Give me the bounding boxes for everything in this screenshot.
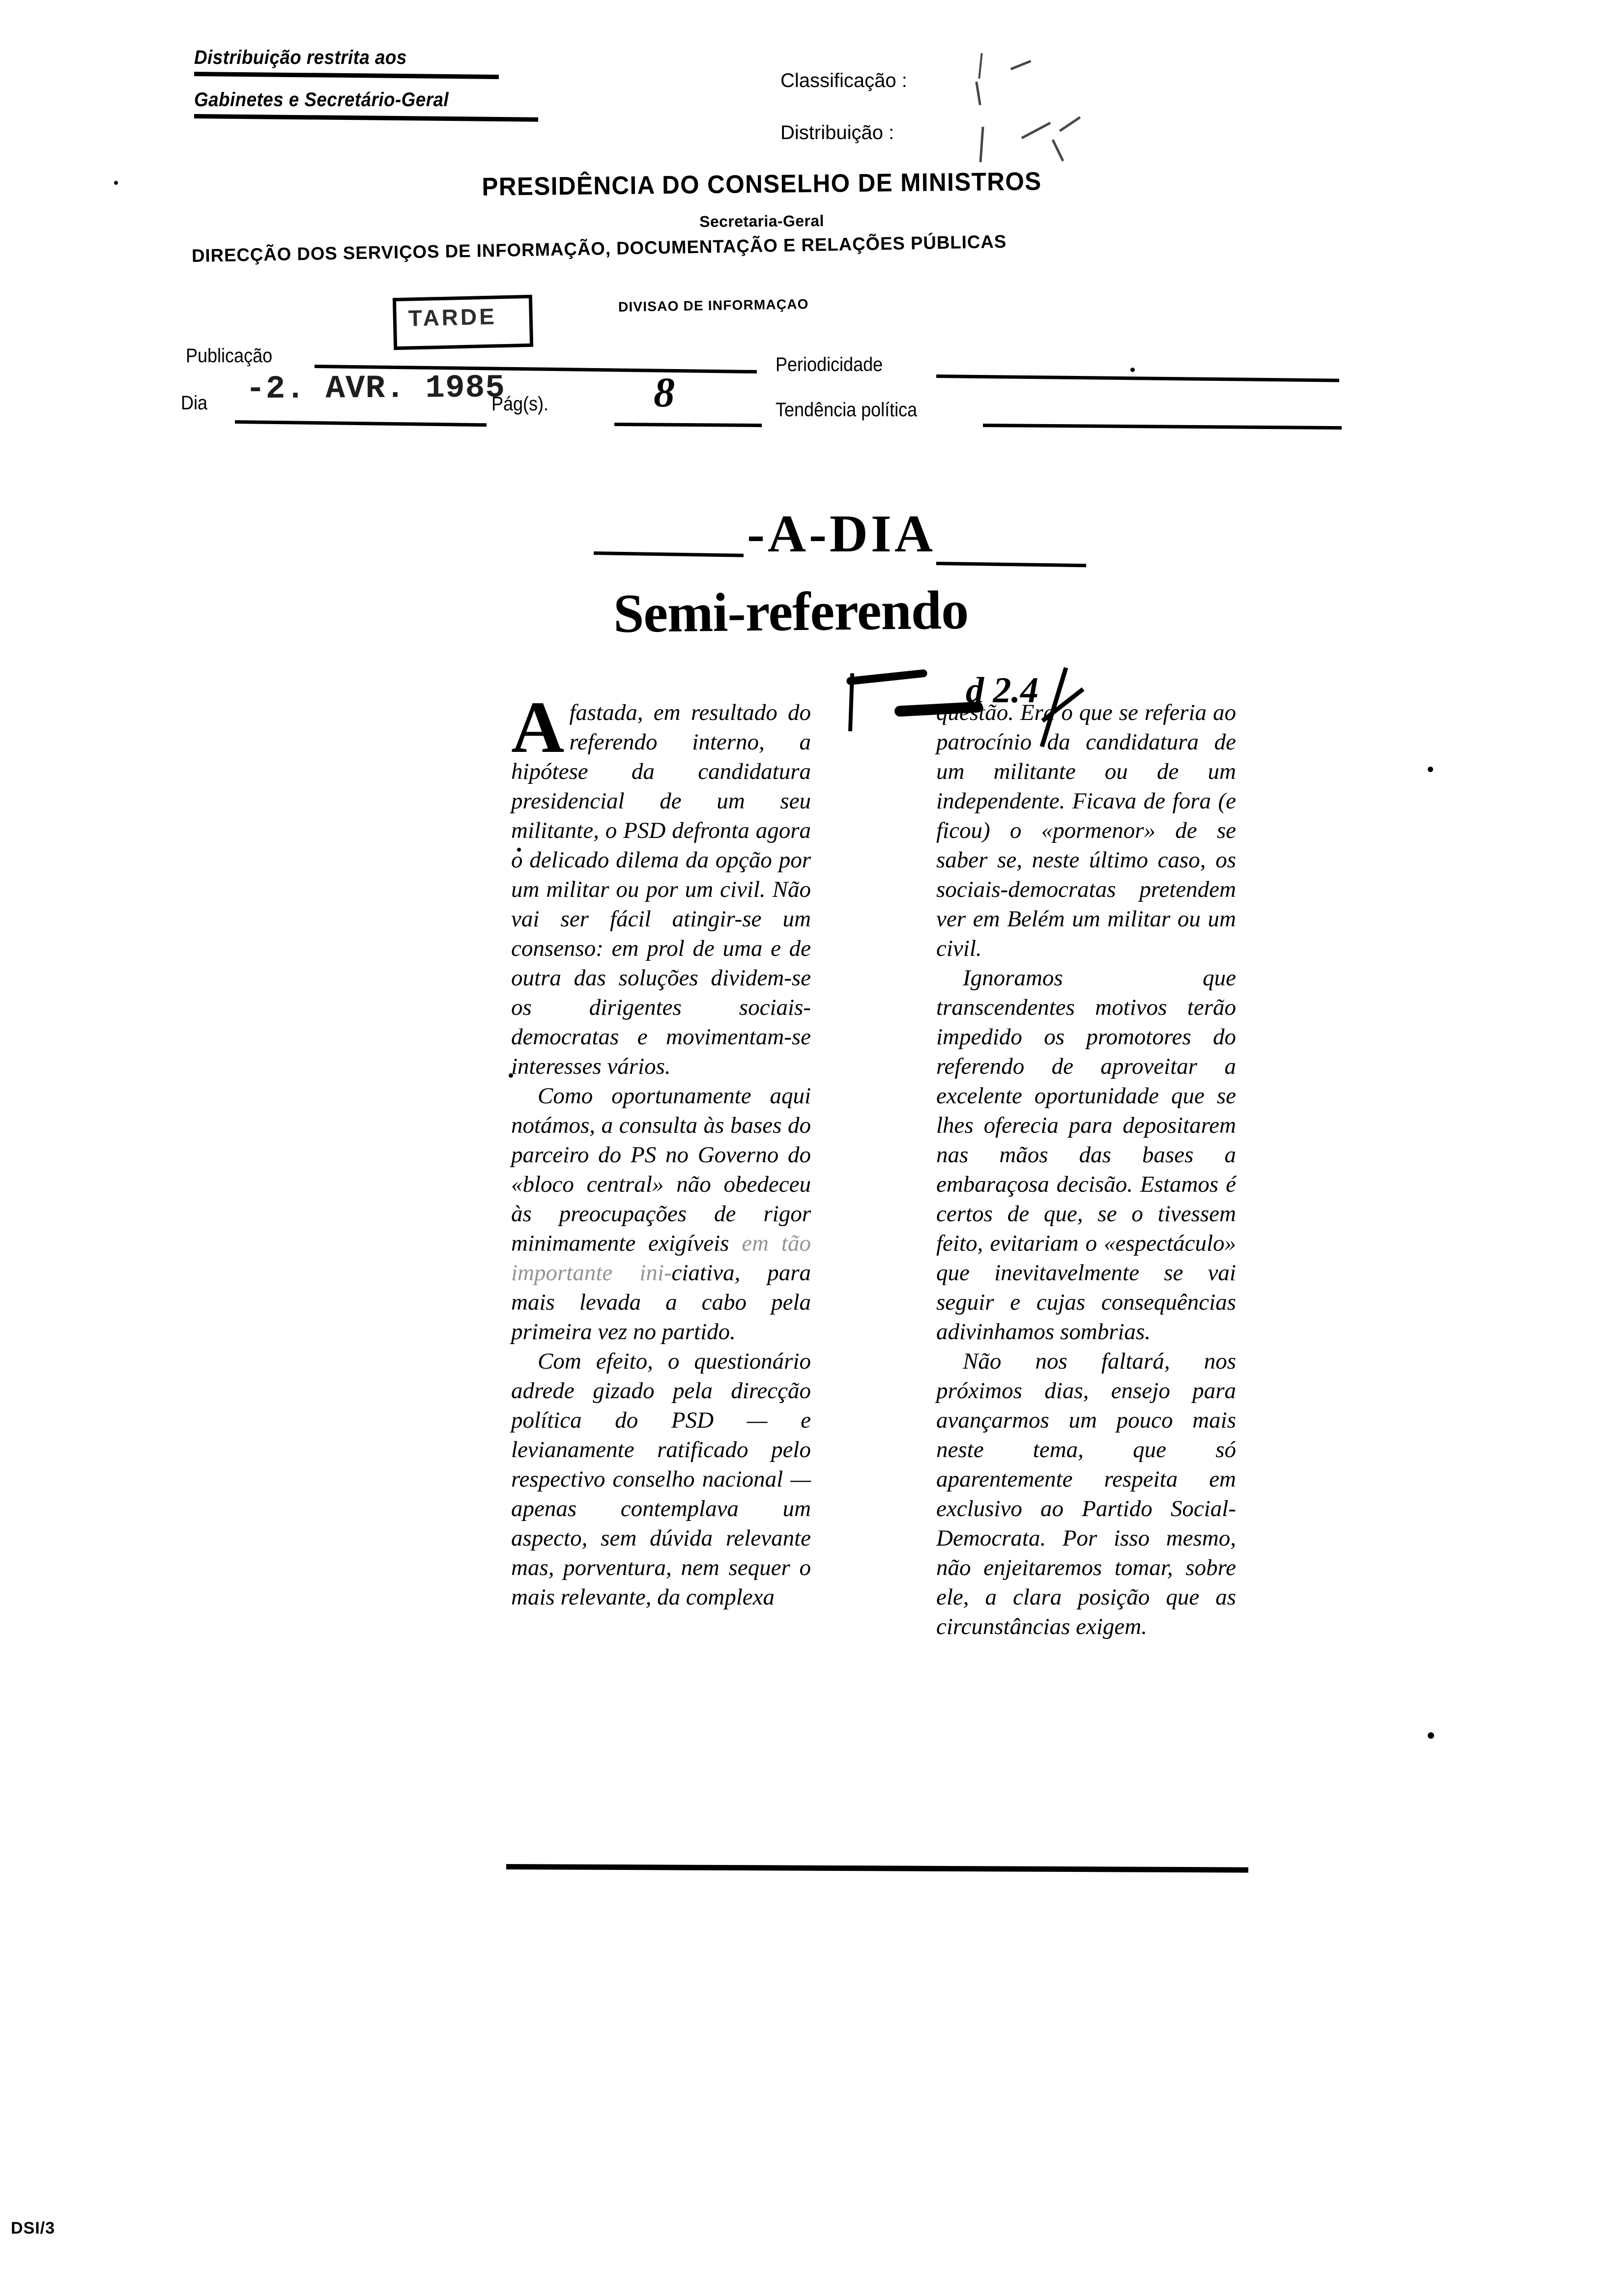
masthead-rule-right (936, 562, 1086, 567)
distribution-label: Distribuição : (780, 122, 894, 144)
handwritten-stroke-icon (846, 669, 928, 685)
pen-mark-icon (1059, 116, 1081, 132)
article-headline: Semi-referendo (613, 579, 969, 644)
distribution-field[interactable] (780, 122, 894, 144)
political-tendency-input-rule[interactable] (983, 424, 1342, 430)
paragraph (511, 1347, 811, 1612)
paragraph-text: Não nos faltará, nos próximos dias, ensejo para avançarmos um pouco mais neste tema, que só aparentemente respeita em exclusivo ao Partido Social-Democrata. Por isso mesmo, não enjeitaremos tomar, sobre ele, a clara posição que as circunstâncias exigem. (936, 1349, 1236, 1639)
paragraph (511, 687, 811, 1081)
division-name: DIVISAO DE INFORMAÇAO (618, 296, 809, 315)
directorate-name: DIRECÇÃO DOS SERVIÇOS DE INFORMAÇÃO, DOCUMENTAÇÃO E RELAÇÕES PÚBLICAS (191, 231, 1007, 266)
classification-label: Classificação : (780, 70, 907, 91)
restriction-line-1: Distribuição restrita aos (194, 47, 407, 68)
dust-speck (1130, 368, 1135, 372)
handwritten-annotation: d 2.4 (966, 670, 1038, 711)
pen-mark-icon (975, 82, 981, 105)
paragraph (936, 1347, 1236, 1641)
day-label: Dia (181, 392, 208, 414)
masthead-title: -A-DIA (747, 505, 936, 563)
paragraph (511, 1081, 811, 1347)
paragraph-text: Como oportunamente aqui notámos, a consulta às bases do parceiro do PS no Governo do «bloco central» não obedeceu às preocupações de rigor minimamente exigíveis (511, 1083, 811, 1256)
periodicity-label: Periodicidade (776, 354, 883, 375)
paragraph-text-faded: em tão importante ini- (511, 1231, 811, 1286)
paragraph-text: questão. Era o que se referia ao patrocínio da candidatura de um militante ou de um independente. Ficava de fora (e ficou) o «pormenor» de se saber se, neste último caso, os sociais-democratas pretendem ver em Belém um militar ou um civil. (936, 700, 1236, 961)
pen-mark-icon (1021, 122, 1051, 139)
pages-input-rule[interactable] (614, 423, 762, 427)
paragraph (936, 963, 1236, 1347)
clipping-bottom-rule (506, 1864, 1248, 1873)
dust-speck (1428, 767, 1433, 772)
paragraph-text: fastada, em resultado do referendo interno, a hipótese da candidatura presidencial de um seu militante, o PSD defronta agora o delicado dilema da opção por um militar ou por um civil. Não vai ser fácil atingir-se um consenso: em prol de uma e de outra das soluções dividem-se os dirigentes sociais-democratas e movimentam-se interesses vários. (511, 700, 811, 1079)
organization-subtitle: Secretaria-Geral (699, 212, 824, 230)
pen-mark-icon (1052, 139, 1065, 161)
date-stamp-value: -2. AVR. 1985 (245, 369, 506, 408)
organization-title: PRESIDÊNCIA DO CONSELHO DE MINISTROS (482, 167, 1042, 201)
drop-cap: A (511, 687, 565, 768)
article-column-1 (511, 687, 811, 1612)
dust-speck (114, 181, 118, 185)
paragraph (936, 698, 1236, 963)
paragraph-text: ciativa, para mais levada a cabo pela primeira vez no partido. (511, 1260, 811, 1345)
paragraph-text: Ignoramos que transcendentes motivos terão impedido os promotores do referendo de aproveitar a excelente oportunidade que se lhes oferecia para depositarem nas mãos das bases a embaraçosa decisão. Estamos é certos de que, se o tivessem feito, evitariam o «espectáculo» que inevitavelmente se vai seguir e cujas consequências adivinhamos sombrias. (936, 965, 1236, 1345)
political-tendency-label: Tendência política (776, 399, 918, 421)
masthead-rule-left (594, 551, 744, 557)
article-column-2 (936, 698, 1236, 1641)
stamp-text: TARDE (408, 303, 497, 331)
pen-mark-icon (978, 53, 982, 79)
restriction-underline-1 (194, 72, 499, 79)
day-input-rule[interactable] (235, 420, 487, 427)
restriction-underline-2 (194, 114, 538, 122)
publication-label: Publicação (186, 345, 273, 367)
classification-field[interactable] (780, 70, 907, 92)
pages-label: Pág(s). (491, 393, 549, 415)
restriction-line-2: Gabinetes e Secretário-Geral (194, 89, 449, 111)
periodicity-input-rule[interactable] (936, 374, 1339, 382)
dust-speck (1428, 1732, 1434, 1739)
pen-mark-icon (1010, 60, 1032, 70)
pages-value: 8 (654, 369, 675, 416)
pen-mark-icon (979, 127, 984, 162)
distribution-restriction-block (194, 47, 538, 131)
tarde-stamp (393, 295, 533, 350)
paragraph-text: Com efeito, o questionário adrede gizado pela direcção política do PSD — e levianamente ratificado pelo respectivo conselho nacional — apenas contemplava um aspecto, sem dúvida relevante mas, porventura, nem sequer o mais relevante, da complexa (511, 1349, 811, 1610)
footer-reference: DSI/3 (11, 2219, 56, 2238)
